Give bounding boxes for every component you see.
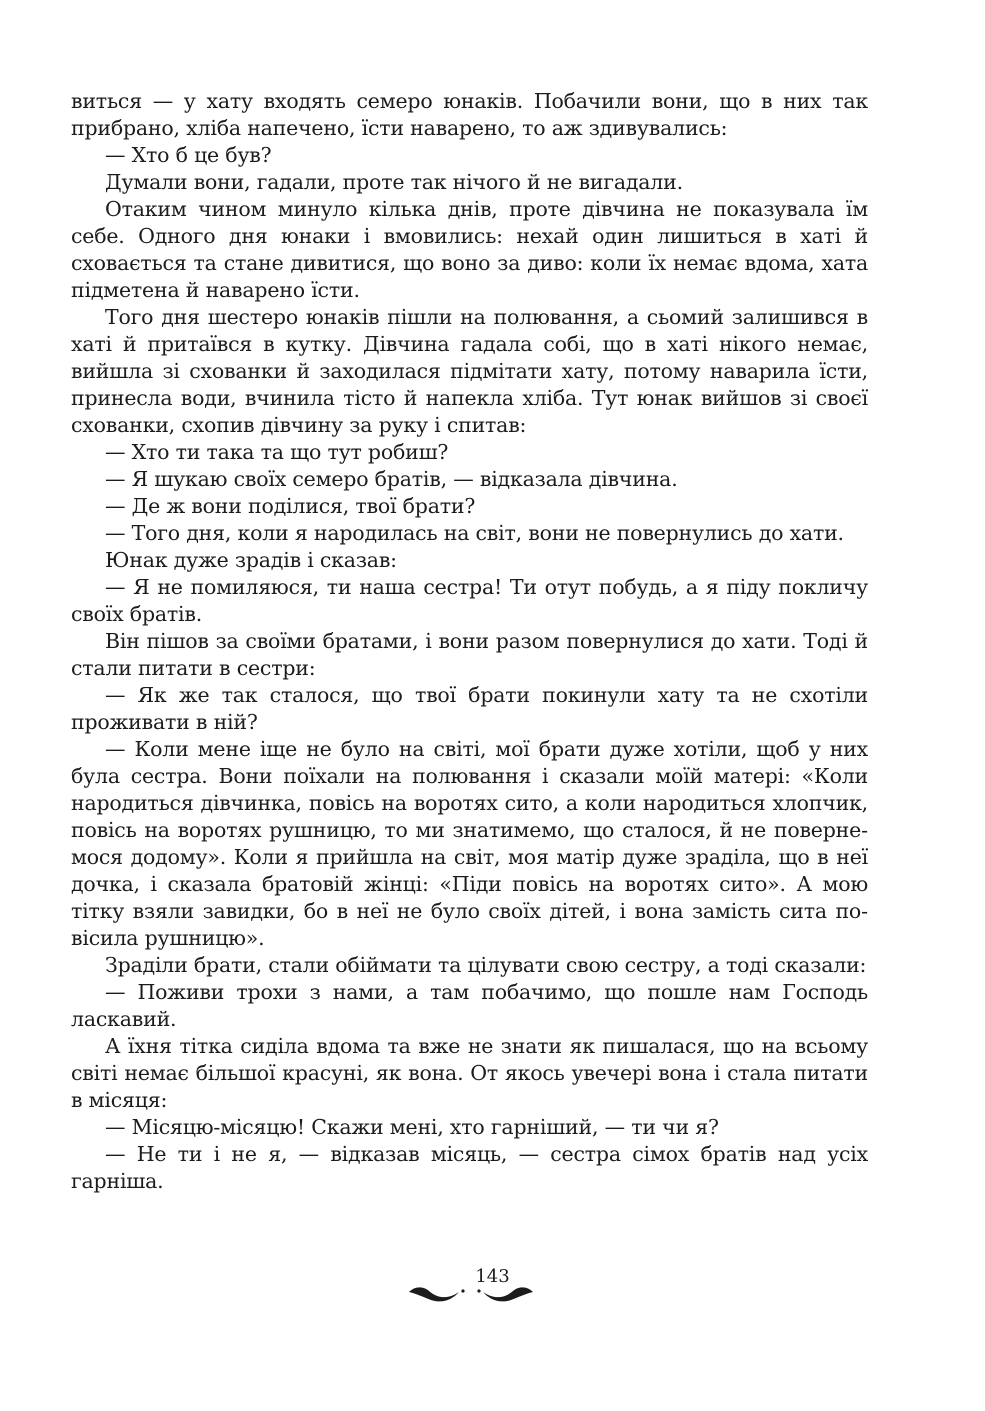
paragraph: — Я шукаю своїх семеро братів, — відказала дівчина. (105, 467, 678, 491)
paragraph: А їхня тітка сиділа вдома та вже не знати як пишалася, що на всьому світі немає більшої красуні, як вона. От якось увечері вона і стала питати в місяця: (71, 1034, 868, 1112)
page-body (71, 88, 868, 1195)
paragraph: Того дня шестеро юнаків пішли на полювання, а сьомий залишився в хаті й притаївся в кутку. Дівчина гадала собі, що в хаті нікого немає, вийшла зі схованки й заходилася підмітати хату, потому наварила їсти, принесла води, вчинила тісто й напекла хліба. Тут юнак вийшов зі своєї схованки, схопив дівчину за руку і спитав: (71, 305, 868, 437)
paragraph: Він пішов за своїми братами, і вони разом повернулися до хати. Тоді й стали питати в сестри: (71, 629, 868, 680)
paragraph: — Коли мене іще не було на світі, мої брати дуже хотіли, щоб у них була сестра. Вони поїхали на полювання і сказали моїй матері: «Коли народиться дівчинка, повісь на воротях сито, а коли народиться хлопчик, повісь на воротях рушницю, то ми знатимемо, що сталося, й не повернемося додому». Коли я прийшла на світ, моя матір дуже зраділа, що в неї дочка, і сказала братовій жінці: «Піди повісь на воротях сито». А мою тітку взяли завидки, бо в неї не було своїх дітей, і вона замість сита повісила рушницю». (71, 737, 868, 950)
page-number: 143 (475, 1266, 510, 1287)
paragraph: — Як же так сталося, що твої брати покинули хату та не схотіли проживати в ній? (71, 683, 868, 734)
paragraph: — Місяцю-місяцю! Скажи мені, хто гарніший, — ти чи я? (105, 1115, 719, 1139)
paragraph: — Я не помиляюся, ти наша сестра! Ти отут побудь, а я піду покличу своїх братів. (71, 575, 868, 626)
paragraph: Думали вони, гадали, проте так нічого й не вигадали. (105, 170, 683, 194)
swash-ornament-icon (407, 1280, 535, 1306)
paragraph: Юнак дуже зрадів і сказав: (105, 548, 397, 572)
paragraph: — Хто б це був? (105, 143, 272, 167)
paragraph: — Не ти і не я, — відказав місяць, — сестра сімох братів над усіх гарніша. (71, 1142, 868, 1193)
paragraph: — Де ж вони поділися, твої брати? (105, 494, 476, 518)
paragraph: Отаким чином минуло кілька днів, проте дівчина не показувала їм себе. Одного дня юнаки і вмовились: нехай один лишиться в хаті й сховається та стане дивитися, що воно за диво: коли їх немає вдома, хата підметена й наварено їсти. (71, 197, 868, 302)
page-footer (0, 1262, 985, 1308)
paragraph: виться — у хату входять семеро юнаків. Побачили вони, що в них так прибрано, хліба напечено, їсти наварено, то аж здивувались: (71, 89, 868, 140)
paragraph: — Хто ти така та що тут робиш? (105, 440, 449, 464)
paragraph: — Того дня, коли я народилась на світ, вони не повернулись до хати. (105, 521, 844, 545)
paragraph: — Поживи трохи з нами, а там побачимо, що пошле нам Господь ласкавий. (71, 980, 868, 1031)
paragraph: Зраділи брати, стали обіймати та цілувати свою сестру, а тоді сказали: (105, 953, 867, 977)
